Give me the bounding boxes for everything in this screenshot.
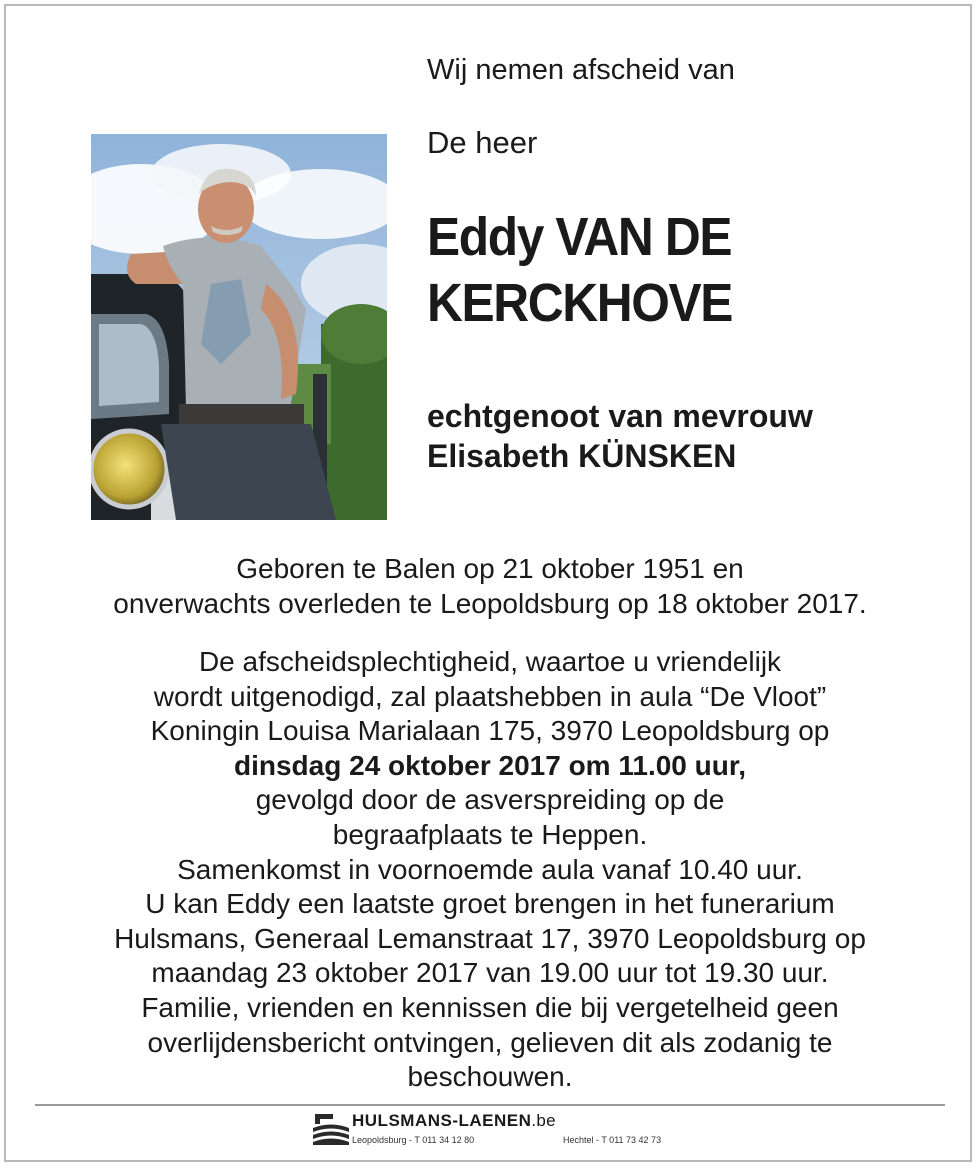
- ceremony-line: maandag 23 oktober 2017 van 19.00 uur tot 19.30 uur.: [151, 957, 829, 989]
- honorific-title: De heer: [427, 125, 538, 160]
- brand-name: HULSMANS-LAENEN: [352, 1111, 532, 1130]
- ceremony-line: wordt uitgenodigd, zal plaatshebben in aula “De Vloot”: [153, 680, 827, 712]
- funeral-home-logo-icon: [311, 1110, 351, 1146]
- intro-text: Wij nemen afscheid van: [427, 54, 735, 86]
- spouse-line-2: Elisabeth KÜNSKEN: [427, 438, 737, 474]
- deceased-name: [427, 204, 732, 336]
- contact-hechtel: Hechtel - T 011 73 42 73: [563, 1135, 662, 1145]
- ceremony-line: beschouwen.: [407, 1061, 573, 1093]
- ceremony-line: Hulsmans, Generaal Lemanstraat 17, 3970 Leopoldsburg op: [114, 922, 866, 954]
- ceremony-line: begraafplaats te Heppen.: [332, 818, 648, 850]
- ceremony-line: gevolgd door de asverspreiding op de: [255, 784, 725, 816]
- ceremony-line: U kan Eddy een laatste groet brengen in het funerarium: [145, 888, 835, 920]
- footer-divider: [35, 1104, 945, 1106]
- deceased-name-line-2: KERCKHOVE: [427, 273, 733, 333]
- spouse-line-1: echtgenoot van mevrouw: [427, 398, 813, 434]
- contact-leopoldsburg: Leopoldsburg - T 011 34 12 80: [352, 1135, 475, 1145]
- ceremony-date: dinsdag 24 oktober 2017 om 11.00 uur,: [234, 749, 746, 781]
- ceremony-line: Samenkomst in voornoemde aula vanaf 10.40 uur.: [177, 853, 803, 885]
- ceremony-line: De afscheidsplechtigheid, waartoe u vriendelijk: [198, 646, 782, 677]
- ceremony-line: Familie, vrienden en kennissen die bij vergetelheid geen: [141, 991, 839, 1023]
- brand-suffix: .be: [531, 1111, 556, 1130]
- deceased-name-line-1: Eddy VAN DE: [427, 207, 732, 267]
- ceremony-line: Koningin Louisa Marialaan 175, 3970 Leopoldsburg op: [150, 715, 830, 747]
- birth-death-paragraph: [30, 551, 950, 621]
- ceremony-line: overlijdensbericht ontvingen, gelieven dit als zodanig te: [147, 1026, 833, 1058]
- birth-line: Geboren te Balen op 21 oktober 1951 en: [236, 553, 744, 584]
- death-line: onverwachts overleden te Leopoldsburg op 18 oktober 2017.: [113, 588, 867, 619]
- funeral-home-brand: [352, 1110, 556, 1132]
- portrait-photo: [91, 134, 387, 520]
- ceremony-paragraph: [30, 645, 950, 1095]
- spouse-info: [427, 396, 813, 476]
